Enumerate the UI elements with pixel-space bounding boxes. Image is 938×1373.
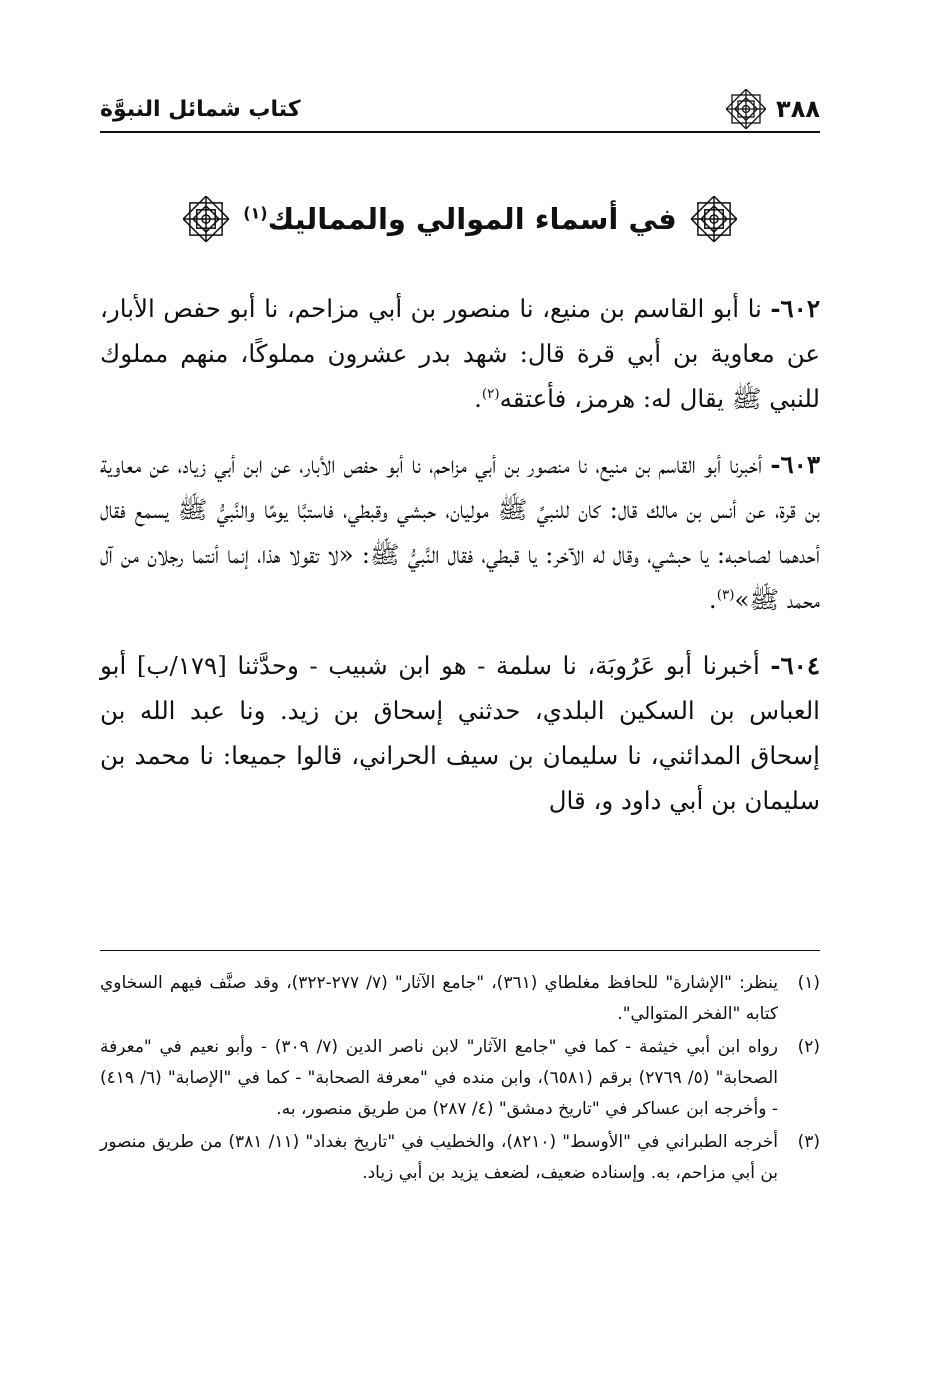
- footnote-ref[interactable]: (٢): [481, 385, 500, 402]
- footnote-text: رواه ابن أبي خيثمة - كما في "جامع الآثار" لابن ناصر الدين (٧/ ٣٠٩) - وأبو نعيم في "معرفة الصحابة" (٥/ ٢٧٦٩) برقم (٦٥٨١)، وابن منده في "معرفة الصحابة" - كما في "الإصابة" (٦/ ٤١٩) - وأخرجه ابن عساكر في "تاريخ دمشق" (٤/ ٢٨٧) من طريق منصور، به.: [100, 1037, 779, 1119]
- footnote-divider: [100, 950, 820, 951]
- page-number-block: [726, 89, 820, 129]
- hadith-text: أخبرنا أبو القاسم بن منيع، نا منصور بن أبي مزاحم، نا أبو حفص الأبار، عن ابن أبي زياد، عن معاوية بن قرة، عن أنس بن مالك قال: كان للنبيِّ ﷺ موليان، حبشي وقبطي، فاستبَّا يومًا والنَّبيُّ ﷺ يسمع فقال أحدهما لصاحبه: يا حبشي، وقال له الآخر: يا قبطي، فقال النَّبيُّ ﷺ: «لا تقولا هذا، إنما أنتما رجلان من آل محمد ﷺ»: [100, 450, 820, 614]
- hadith-tail: .: [474, 384, 482, 413]
- page-number: ٣٨٨: [776, 95, 820, 123]
- hadith-body: [100, 286, 820, 844]
- hadith-number: ٦٠٢-: [770, 294, 820, 323]
- hadith-text: أخبرنا أبو عَرُوبَة، نا سلمة - هو ابن شبيب - وحدَّثنا [١٧٩/ب] أبو العباس بن السكين البلدي، حدثني إسحاق بن زيد. ونا عبد الله بن إسحاق المدائني، نا سليمان بن سيف الحراني، قالوا جميعا: نا محمد بن سليمان بن أبي داود و، قال: [100, 651, 820, 815]
- footnote-text: أخرجه الطبراني في "الأوسط" (٨٢١٠)، والخطيب في "تاريخ بغداد" (١١/ ٣٨١) من طريق منصور بن أبي مزاحم، به. وإسناده ضعيف، لضعف يزيد بن أبي زياد.: [100, 1132, 778, 1183]
- footnote: [100, 1127, 820, 1189]
- star-ornament-icon: [726, 89, 766, 129]
- hadith-paragraph: [100, 286, 820, 421]
- footnote: [100, 968, 820, 1030]
- footnote-marker: (٢): [797, 1037, 820, 1057]
- chapter-title-text: في أسماء الموالي والمماليك: [267, 202, 677, 236]
- star-ornament-icon: [691, 196, 737, 242]
- hadith-paragraph: [100, 442, 820, 622]
- footnotes: [100, 968, 820, 1191]
- hadith-paragraph: [100, 643, 820, 823]
- chapter-title: [243, 202, 677, 236]
- hadith-text: نا أبو القاسم بن منيع، نا منصور بن أبي مزاحم، نا أبو حفص الأبار، عن معاوية بن أبي قرة قال: شهد بدر عشرون مملوكًا، منهم مملوك للنبي ﷺ يقال له: هرمز، فأعتقه: [100, 294, 820, 413]
- header-divider: [100, 131, 820, 133]
- footnote-ref[interactable]: (١): [243, 203, 268, 223]
- hadith-number: ٦٠٤-: [770, 651, 820, 680]
- hadith-number: ٦٠٣-: [770, 450, 820, 479]
- footnote-marker: (١): [797, 973, 820, 993]
- footnote-text: ينظر: "الإشارة" للحافظ مغلطاي (٣٦١)، "جامع الآثار" (٧/ ٢٧٧-٣٢٢)، وقد صنَّف فيهم السخاوي كتابه "الفخر المتوالي".: [100, 973, 778, 1024]
- hadith-tail: .: [708, 585, 717, 614]
- star-ornament-icon: [183, 196, 229, 242]
- book-title: كتاب شمائل النبوَّة: [100, 96, 301, 122]
- chapter-heading: [100, 196, 820, 242]
- running-header: [100, 86, 820, 132]
- footnote-marker: (٣): [797, 1132, 820, 1152]
- footnote-ref[interactable]: (٣): [716, 586, 735, 603]
- footnote: [100, 1032, 820, 1125]
